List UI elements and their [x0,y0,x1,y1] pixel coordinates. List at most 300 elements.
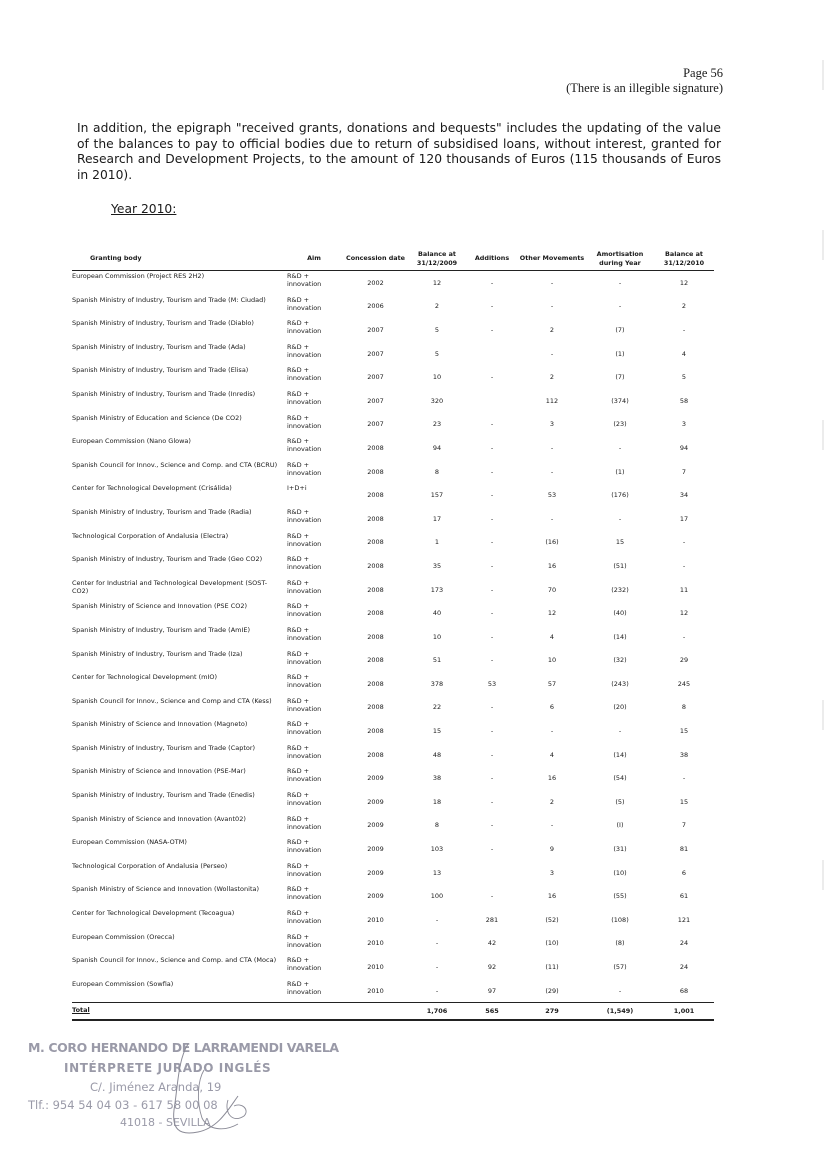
row-additions: - [490,443,494,452]
row-additions: - [490,821,494,830]
row-granting-body: Spanish Ministry of Industry, Tourism and Trade (Inredis) [72,389,256,398]
table-row [72,460,714,484]
row-other-movements: 16 [547,892,557,901]
row-aim: R&D + innovation [287,743,322,760]
row-additions: - [490,302,494,311]
table-row [72,483,714,507]
stamp-city: 41018 - SEVILLA [120,1116,211,1129]
row-granting-body: Center for Industrial and Technological Development (SOST-CO2) [72,578,268,595]
table-row [72,814,714,838]
row-other-movements: - [550,727,554,736]
row-balance-2009: 18 [432,797,442,806]
row-concession-date: 2008 [367,538,384,547]
row-additions [466,389,518,413]
row-balance-2010: 17 [679,514,689,523]
row-amortisation: (10) [613,868,627,877]
row-amortisation: - [618,278,622,287]
header-concession-date: Concession date [343,247,408,271]
row-additions: - [490,892,494,901]
row-balance-2010: 121 [677,915,691,924]
row-balance-2009: 378 [430,679,444,688]
table-row [72,766,714,790]
row-balance-2010: - [682,632,686,641]
row-aim: R&D + innovation [287,578,322,595]
table-row [72,719,714,743]
signature-scribble [28,1040,298,1140]
row-aim: R&D + innovation [287,507,322,524]
total-amortisation: (1,549) [586,1003,654,1021]
row-aim: R&D + innovation [287,838,322,855]
table-row [72,672,714,696]
row-balance-2009: 17 [432,514,442,523]
row-other-movements: (29) [545,986,559,995]
row-granting-body: European Commission (Nano Glowa) [72,437,191,446]
row-aim: R&D + innovation [287,531,322,548]
row-amortisation: (57) [613,963,627,972]
row-granting-body: Technological Corporation of Andalusia (Electra) [72,531,229,540]
row-concession-date: 2007 [367,325,384,334]
row-other-movements: 57 [547,679,557,688]
row-aim: R&D + innovation [287,295,322,312]
row-balance-2009: 51 [432,656,442,665]
row-concession-date: 2009 [367,797,384,806]
row-other-movements: 2 [549,325,555,334]
row-aim: R&D + innovation [287,979,322,996]
row-granting-body: Spanish Ministry of Industry, Tourism and Trade (M: Ciudad) [72,295,266,304]
stamp-title: INTÉRPRETE JURADO INGLÉS [64,1061,272,1075]
row-granting-body: Spanish Ministry of Industry, Tourism and Trade (Diablo) [72,319,254,328]
total-label: Total [72,1003,285,1021]
translator-stamp [28,1040,339,1140]
row-other-movements: 4 [549,632,555,641]
row-concession-date: 2010 [367,963,384,972]
total-other-movements: 279 [518,1003,586,1021]
row-concession-date: 2009 [367,821,384,830]
row-balance-2009: 13 [432,868,442,877]
row-additions: - [490,656,494,665]
row-additions: - [490,750,494,759]
row-granting-body: Technological Corporation of Andalusia (Perseo) [72,861,228,870]
row-aim: R&D + innovation [287,342,322,359]
row-granting-body: Spanish Ministry of Industry, Tourism and Trade (AmIE) [72,625,251,634]
row-amortisation: 15 [615,538,625,547]
row-other-movements: 16 [547,561,557,570]
row-other-movements: 10 [547,656,557,665]
row-concession-date: 2006 [367,302,384,311]
table-row [72,884,714,908]
table-row [72,837,714,861]
row-aim: R&D + innovation [287,319,322,336]
row-other-movements: 3 [549,868,555,877]
row-aim: R&D + innovation [287,932,322,949]
stamp-name: M. CORO HERNANDO DE LARRAMENDI VARELA [28,1040,339,1055]
total-aim [285,1003,343,1021]
total-row [72,1003,714,1021]
row-balance-2009: 35 [432,561,442,570]
row-additions: - [490,797,494,806]
row-amortisation: (1) [615,349,625,358]
row-balance-2010: 58 [679,396,689,405]
row-aim: R&D + innovation [287,366,322,383]
row-concession-date: 2008 [367,656,384,665]
row-balance-2009: 40 [432,609,442,618]
row-amortisation: (232) [611,585,629,594]
row-concession-date: 2008 [367,585,384,594]
row-concession-date: 2009 [367,845,384,854]
row-balance-2009: 157 [430,491,444,500]
row-concession-date: 2008 [367,632,384,641]
row-granting-body: Spanish Ministry of Industry, Tourism and Trade (Captor) [72,743,256,752]
row-aim: R&D + innovation [287,625,322,642]
row-amortisation: (20) [613,703,627,712]
row-additions [466,861,518,885]
row-additions: - [490,609,494,618]
row-balance-2010: 24 [679,963,689,972]
row-amortisation: (14) [613,750,627,759]
row-amortisation: - [618,443,622,452]
row-concession-date: 2009 [367,868,384,877]
row-granting-body: Center for Technological Development (Tecoagua) [72,909,235,918]
row-other-movements: (52) [545,915,559,924]
header-balance-2010: Balance at 31/12/2010 [654,247,714,271]
row-concession-date: 2008 [367,679,384,688]
row-balance-2010: 4 [681,349,687,358]
row-concession-date: 2008 [367,514,384,523]
row-amortisation: (243) [611,679,629,688]
row-additions: - [490,538,494,547]
row-concession-date: 2009 [367,774,384,783]
table-row [72,436,714,460]
row-aim: R&D + innovation [287,413,322,430]
row-additions [466,342,518,366]
row-additions: 92 [487,963,497,972]
table-row [72,295,714,319]
row-granting-body: Center for Technological Development (mIO) [72,673,218,682]
row-other-movements: - [550,467,554,476]
row-balance-2009: 15 [432,727,442,736]
row-concession-date: 2008 [367,750,384,759]
row-additions: - [490,491,494,500]
row-granting-body: Spanish Ministry of Science and Innovation (PSE-Mar) [72,767,246,776]
row-other-movements: - [550,514,554,523]
row-concession-date: 2008 [367,727,384,736]
table-row [72,955,714,979]
row-concession-date: 2008 [367,443,384,452]
row-aim: R&D + innovation [287,555,322,572]
row-balance-2009: 5 [434,325,440,334]
table-row [72,625,714,649]
page-number: Page 56 [683,66,723,80]
row-balance-2009: 12 [432,278,442,287]
row-amortisation: (55) [613,892,627,901]
intro-paragraph: In addition, the epigraph "received grants, donations and bequests" includes the updating of the value of the balances to pay to official bodies due to return of subsidised loans, without interest, granted for Research and Development Projects, to the amount of 120 thousands of Euros (115 thousands of Euros in 2010). [77,121,721,182]
row-other-movements: 70 [547,585,557,594]
row-amortisation: (I) [616,821,624,830]
row-balance-2010: 3 [681,420,687,429]
year-heading: Year 2010: [111,202,177,216]
row-balance-2009: 23 [432,420,442,429]
row-other-movements: 9 [549,845,555,854]
row-amortisation: (31) [613,845,627,854]
row-amortisation: (40) [613,609,627,618]
row-other-movements: - [550,443,554,452]
row-additions: - [490,727,494,736]
row-amortisation: (32) [613,656,627,665]
table-row [72,601,714,625]
row-balance-2010: 61 [679,892,689,901]
table-row [72,932,714,956]
row-balance-2010: 68 [679,986,689,995]
row-aim: R&D + innovation [287,767,322,784]
row-granting-body: Spanish Ministry of Industry, Tourism and Trade (Elisa) [72,366,249,375]
row-balance-2009: 5 [434,349,440,358]
row-other-movements: (10) [545,939,559,948]
row-granting-body: European Commission (NASA-OTM) [72,838,187,847]
row-balance-2010: 6 [681,868,687,877]
row-additions: 42 [487,939,497,948]
table-body [72,271,714,1003]
row-granting-body: European Commission (Sowfia) [72,979,174,988]
row-additions: 97 [487,986,497,995]
stamp-phone: Tlf.: 954 54 04 03 - 617 58 00 08 [28,1098,218,1112]
row-balance-2010: 38 [679,750,689,759]
table-row [72,696,714,720]
row-balance-2009: - [435,963,439,972]
stamp-address: C/. Jiménez Aranda, 19 [90,1080,222,1094]
row-concession-date: 2010 [367,986,384,995]
row-balance-2009: 8 [434,821,440,830]
row-aim: R&D + innovation [287,720,322,737]
row-balance-2010: - [682,325,686,334]
row-concession-date: 2007 [367,349,384,358]
row-balance-2010: 2 [681,302,687,311]
table-row [72,908,714,932]
row-balance-2010: 81 [679,845,689,854]
table-row [72,507,714,531]
row-additions: - [490,514,494,523]
row-aim: R&D + innovation [287,956,322,973]
table-row [72,531,714,555]
row-amortisation: (8) [615,939,625,948]
row-amortisation: (54) [613,774,627,783]
row-balance-2009: 8 [434,467,440,476]
page-header [566,66,723,96]
row-additions: - [490,845,494,854]
total-balance-2010: 1,001 [654,1003,714,1021]
row-other-movements: - [550,821,554,830]
row-aim: R&D + innovation [287,791,322,808]
row-balance-2010: 15 [679,797,689,806]
total-balance-2009: 1,706 [408,1003,466,1021]
table-row [72,979,714,1003]
table-row [72,743,714,767]
row-aim: R&D + innovation [287,673,322,690]
row-aim: I+D+i [287,484,307,493]
row-balance-2009: - [435,939,439,948]
row-balance-2009: 2 [434,302,440,311]
row-granting-body: Spanish Ministry of Science and Innovation (Avant02) [72,814,246,823]
table-row [72,554,714,578]
row-balance-2010: 94 [679,443,689,452]
row-aim: R&D + innovation [287,602,322,619]
row-amortisation: (5) [615,797,625,806]
row-additions: - [490,632,494,641]
row-additions: - [490,703,494,712]
row-other-movements: - [550,302,554,311]
row-aim: R&D + innovation [287,460,322,477]
row-balance-2009: - [435,915,439,924]
row-balance-2010: 34 [679,491,689,500]
row-amortisation: (1) [615,467,625,476]
row-other-movements: 2 [549,373,555,382]
row-other-movements: (16) [545,538,559,547]
row-granting-body: Spanish Council for Innov., Science and Comp. and CTA (Moca) [72,956,277,965]
row-additions: - [490,373,494,382]
row-amortisation: (7) [615,373,625,382]
table-row [72,413,714,437]
row-aim: R&D + innovation [287,389,322,406]
row-additions: - [490,278,494,287]
table-row [72,365,714,389]
row-concession-date: 2002 [367,278,384,287]
header-other-movements: Other Movements [518,247,586,271]
total-date [343,1003,408,1021]
row-concession-date: 2008 [367,561,384,570]
row-aim: R&D + innovation [287,272,322,288]
row-balance-2010: 7 [681,467,687,476]
row-additions: - [490,561,494,570]
row-granting-body: Spanish Ministry of Science and Innovation (Magneto) [72,720,248,729]
row-additions: - [490,420,494,429]
row-amortisation: (374) [611,396,629,405]
row-aim: R&D + innovation [287,861,322,878]
row-additions: - [490,585,494,594]
row-additions: - [490,467,494,476]
row-granting-body: European Commission (Project RES 2H2) [72,272,205,280]
row-amortisation: - [618,514,622,523]
row-balance-2009: 10 [432,632,442,641]
row-amortisation: (14) [613,632,627,641]
row-aim: R&D + innovation [287,437,322,454]
row-balance-2009: 100 [430,892,444,901]
row-balance-2009: - [435,986,439,995]
grants-table [72,247,714,1021]
row-granting-body: Spanish Ministry of Industry, Tourism and Trade (Iza) [72,649,243,658]
row-balance-2009: 10 [432,373,442,382]
row-amortisation: (23) [613,420,627,429]
row-balance-2009: 173 [430,585,444,594]
header-additions: Additions [466,247,518,271]
row-additions: 53 [487,679,497,688]
row-aim: R&D + innovation [287,649,322,666]
row-granting-body: Spanish Ministry of Industry, Tourism and Trade (Enedis) [72,791,255,800]
row-amortisation: (108) [611,915,629,924]
row-additions: - [490,774,494,783]
row-granting-body: Spanish Ministry of Industry, Tourism and Trade (Geo CO2) [72,555,263,564]
total-additions: 565 [466,1003,518,1021]
row-balance-2009: 320 [430,396,444,405]
row-other-movements: 4 [549,750,555,759]
row-granting-body: Spanish Council for Innov., Science and Comp. and CTA (BCRU) [72,460,278,469]
row-aim: R&D + innovation [287,696,322,713]
row-balance-2009: 48 [432,750,442,759]
row-granting-body: Spanish Ministry of Science and Innovation (PSE CO2) [72,602,248,611]
row-balance-2009: 22 [432,703,442,712]
row-additions: 281 [485,915,499,924]
row-other-movements: 3 [549,420,555,429]
row-balance-2010: 29 [679,656,689,665]
row-balance-2010: 5 [681,373,687,382]
row-concession-date: 2007 [367,420,384,429]
table-row [72,271,714,295]
row-concession-date: 2007 [367,396,384,405]
row-granting-body: Spanish Ministry of Industry, Tourism and Trade (Ada) [72,342,246,351]
row-concession-date: 2007 [367,373,384,382]
header-aim: Aim [285,247,343,271]
row-concession-date: 2008 [367,467,384,476]
row-amortisation: - [618,727,622,736]
row-balance-2010: - [682,538,686,547]
row-other-movements: 112 [545,396,559,405]
row-other-movements: 2 [549,797,555,806]
row-amortisation: (51) [613,561,627,570]
row-balance-2009: 94 [432,443,442,452]
row-balance-2009: 103 [430,845,444,854]
row-concession-date: 2008 [367,491,384,500]
row-other-movements: - [550,349,554,358]
row-balance-2010: 7 [681,821,687,830]
row-concession-date: 2008 [367,609,384,618]
row-granting-body: European Commission (Orecca) [72,932,175,941]
row-concession-date: 2010 [367,939,384,948]
row-other-movements: (11) [545,963,559,972]
row-balance-2010: 245 [677,679,691,688]
row-other-movements: - [550,278,554,287]
row-aim: R&D + innovation [287,909,322,926]
row-balance-2010: 8 [681,703,687,712]
row-amortisation: (7) [615,325,625,334]
row-other-movements: 12 [547,609,557,618]
row-amortisation: - [618,302,622,311]
row-balance-2010: 15 [679,727,689,736]
header-amortisation: Amortisation during Year [586,247,654,271]
row-other-movements: 53 [547,491,557,500]
table-row [72,790,714,814]
row-concession-date: 2008 [367,703,384,712]
row-aim: R&D + innovation [287,885,322,902]
header-balance-2009: Balance at 31/12/2009 [408,247,466,271]
row-granting-body: Spanish Council for Innov., Science and Comp and CTA (Kess) [72,696,272,705]
row-amortisation: - [618,986,622,995]
row-additions: - [490,325,494,334]
row-granting-body: Spanish Ministry of Education and Science (De CO2) [72,413,242,422]
row-balance-2009: 38 [432,774,442,783]
row-balance-2010: 12 [679,278,689,287]
table-row [72,342,714,366]
row-other-movements: 6 [549,703,555,712]
row-balance-2010: 24 [679,939,689,948]
header-granting-body: Granting body [72,247,285,271]
row-balance-2010: 12 [679,609,689,618]
signature-note: (There is an illegible signature) [566,81,723,95]
table-row [72,649,714,673]
row-concession-date: 2009 [367,892,384,901]
row-granting-body: Spanish Ministry of Science and Innovation (Wollastonita) [72,885,260,894]
row-amortisation: (176) [611,491,629,500]
row-concession-date: 2010 [367,915,384,924]
row-granting-body: Center for Technological Development (Crisálida) [72,484,232,493]
row-granting-body: Spanish Ministry of Industry, Tourism and Trade (Radia) [72,507,252,516]
